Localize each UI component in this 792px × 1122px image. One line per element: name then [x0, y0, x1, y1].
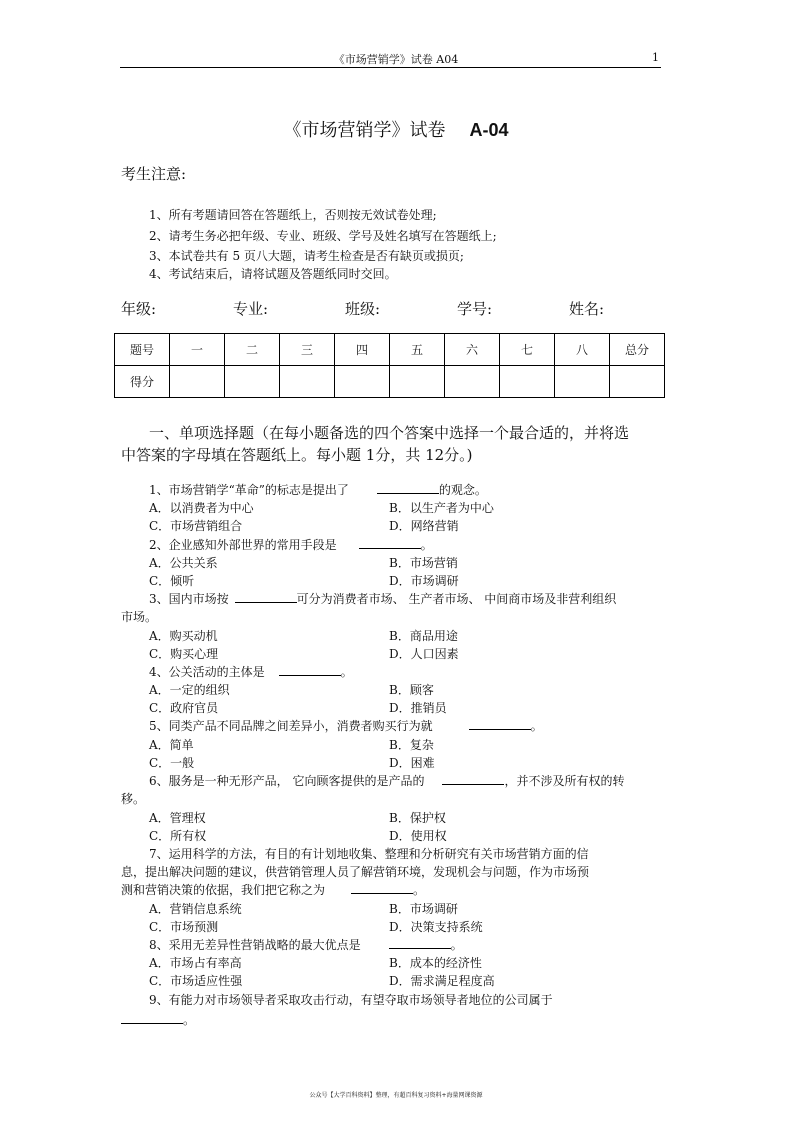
option-b: B．商品用途 [389, 629, 458, 643]
question-9-cont: 。 [121, 1011, 195, 1028]
question-6-cont: 移。 [121, 792, 146, 806]
field-name: 姓名: [569, 300, 605, 318]
notice-item: 2、请考生务必把年级、专业、班级、学号及姓名填写在答题纸上; [149, 229, 497, 243]
score-cell: 二 [225, 334, 280, 366]
option-d: D．市场调研 [389, 574, 459, 588]
score-cell [225, 366, 280, 398]
score-cell [280, 366, 335, 398]
option-c: C．倾听 [149, 574, 195, 588]
option-a: A．购买动机 [149, 629, 218, 643]
question-3-cont: 市场。 [121, 610, 158, 624]
score-cell [335, 366, 390, 398]
header-divider [120, 67, 661, 68]
option-d: D．推销员 [389, 701, 447, 715]
score-cell: 一 [170, 334, 225, 366]
notice-item: 3、本试卷共有 5 页八大题，请考生检查是否有缺页或损页; [149, 249, 464, 263]
option-b: B．成本的经济性 [389, 956, 482, 970]
option-d: D．需求满足程度高 [389, 974, 495, 988]
score-table-score-row [115, 366, 665, 398]
question-9: 9、有能力对市场领导者采取攻击行动，有望夺取市场领导者地位的公司属于 [149, 993, 553, 1007]
option-c: C．市场适应性强 [149, 974, 243, 988]
option-c: C．一般 [149, 756, 195, 770]
question-7: 7、运用科学的方法，有目的有计划地收集、整理和分析研究有关市场营销方面的信 [149, 847, 589, 861]
notice-heading: 考生注意: [121, 165, 187, 183]
question-5: 5、同类产品不同品牌之间差异小，消费者购买行为就 。 [149, 719, 543, 733]
score-cell: 六 [445, 334, 500, 366]
option-a: A．管理权 [149, 811, 206, 825]
option-a: A．公共关系 [149, 556, 218, 570]
question-7-cont: 息，提出解决问题的建议，供营销管理人员了解营销环境，发现机会与问题，作为市场预 [121, 865, 590, 879]
score-cell [390, 366, 445, 398]
score-cell [500, 366, 555, 398]
option-c: C．政府官员 [149, 701, 219, 715]
section-heading: 一、单项选择题（在每小题备选的四个答案中选择一个最合适的，并将选 [149, 424, 630, 442]
page-number: 1 [652, 51, 659, 64]
score-cell: 三 [280, 334, 335, 366]
question-1: 1、市场营销学“革命”的标志是提出了 的观念。 [149, 483, 487, 497]
option-d: D．网络营销 [389, 519, 459, 533]
score-table [114, 333, 665, 398]
field-student-id: 学号: [457, 300, 493, 318]
section-heading-cont: 中答案的字母填在答题纸上。每小题 1分，共 12分。) [121, 446, 473, 464]
notice-item: 1、所有考题请回答在答题纸上，否则按无效试卷处理; [149, 208, 437, 222]
question-4: 4、公关活动的主体是 。 [149, 665, 353, 679]
option-c: C．市场营销组合 [149, 519, 243, 533]
score-cell: 四 [335, 334, 390, 366]
score-cell [445, 366, 500, 398]
option-b: B．以生产者为中心 [389, 501, 494, 515]
score-table-header-row [115, 334, 665, 366]
notice-item: 4、考试结束后，请将试题及答题纸同时交回。 [149, 267, 397, 281]
score-cell: 得分 [115, 366, 170, 398]
option-d: D．决策支持系统 [389, 920, 483, 934]
question-2: 2、企业感知外部世界的常用手段是 。 [149, 538, 433, 552]
score-cell [170, 366, 225, 398]
option-c: C．购买心理 [149, 647, 219, 661]
option-b: B．保护权 [389, 811, 446, 825]
option-a: A．营销信息系统 [149, 902, 242, 916]
option-c: C．所有权 [149, 829, 207, 843]
score-cell [610, 366, 665, 398]
option-a: A．简单 [149, 738, 194, 752]
score-cell: 七 [500, 334, 555, 366]
option-b: B．市场调研 [389, 902, 458, 916]
score-cell: 八 [555, 334, 610, 366]
option-d: D．困难 [389, 756, 435, 770]
field-class: 班级: [345, 300, 381, 318]
question-8: 8、采用无差异性营销战略的最大优点是 。 [149, 938, 463, 952]
option-c: C．市场预测 [149, 920, 219, 934]
option-a: A．一定的组织 [149, 683, 230, 697]
score-cell [555, 366, 610, 398]
field-grade: 年级: [121, 300, 157, 318]
field-major: 专业: [233, 300, 269, 318]
option-b: B．顾客 [389, 683, 434, 697]
question-7-cont: 测和营销决策的依据，我们把它称之为 。 [121, 883, 426, 897]
footer-note: 公众号【大学百科资料】整理，有超百科复习资料+海量网课资源 [309, 1092, 483, 1099]
running-header-title: 《市场营销学》试卷 A04 [333, 53, 459, 66]
score-cell: 题号 [115, 334, 170, 366]
question-3: 3、国内市场按 可分为消费者市场、 生产者市场、 中间商市场及非营利组织 [149, 592, 617, 606]
question-6: 6、服务是一种无形产品， 它向顾客提供的是产品的 ，并不涉及所有权的转 [149, 774, 625, 788]
score-cell: 总分 [610, 334, 665, 366]
option-d: D．人口因素 [389, 647, 459, 661]
option-a: A．市场占有率高 [149, 956, 242, 970]
option-a: A．以消费者为中心 [149, 501, 254, 515]
score-cell: 五 [390, 334, 445, 366]
option-d: D．使用权 [389, 829, 447, 843]
option-b: B．复杂 [389, 738, 434, 752]
exam-title: 《市场营销学》试卷 A-04 [283, 120, 509, 141]
option-b: B．市场营销 [389, 556, 458, 570]
